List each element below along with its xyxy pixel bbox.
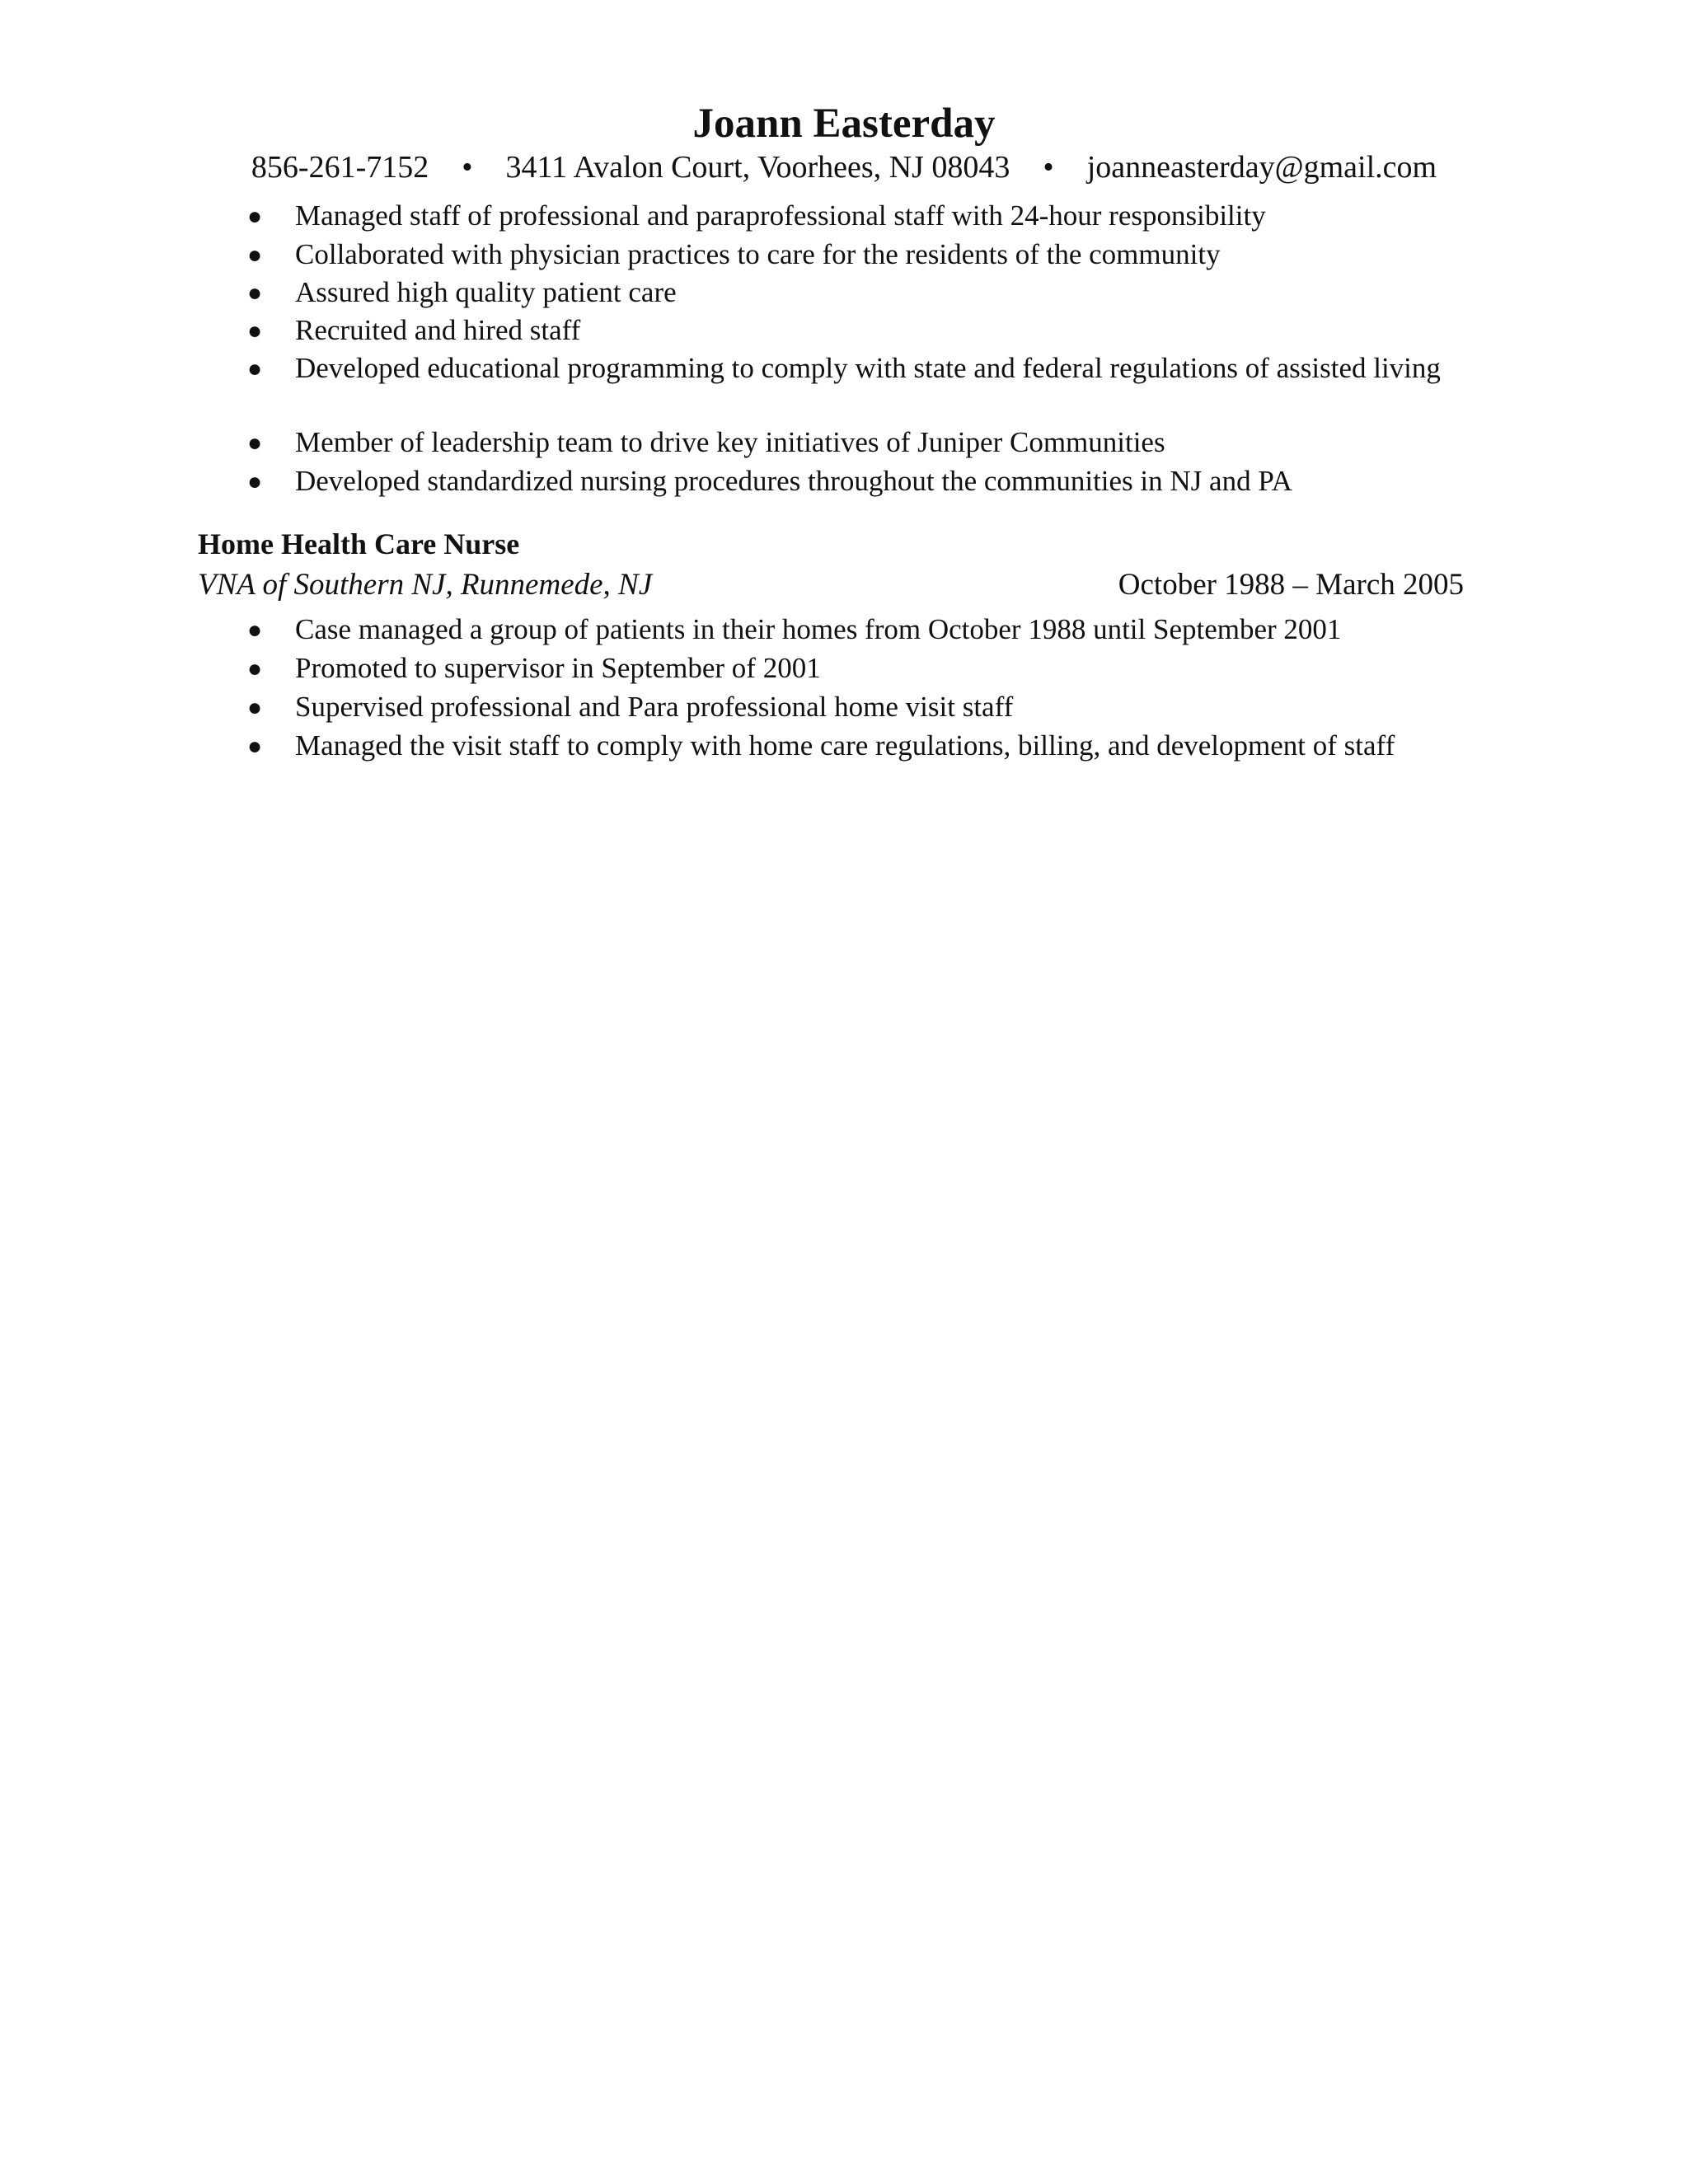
list-item-text: Recruited and hired staff bbox=[295, 314, 581, 346]
list-item-text: Developed educational programming to comply with state and federal regulations of assisted living bbox=[295, 352, 1441, 384]
employment-dates: October 1988 – March 2005 bbox=[1118, 568, 1464, 602]
bullet-icon: ● bbox=[247, 241, 263, 269]
contact-line bbox=[198, 145, 1490, 190]
contact-separator: • bbox=[1043, 150, 1054, 185]
list-item-text: Member of leadership team to drive key initiatives of Juniper Communities bbox=[295, 426, 1165, 458]
phone-number: 856-261-7152 bbox=[251, 150, 429, 185]
bullet-icon: ● bbox=[247, 468, 263, 495]
employer-location: VNA of Southern NJ, Runnemede, NJ bbox=[198, 568, 653, 602]
bullet-icon: ● bbox=[247, 616, 263, 644]
bullet-icon: ● bbox=[247, 317, 263, 344]
bullet-icon: ● bbox=[247, 655, 263, 682]
list-item-text: Collaborated with physician practices to care for the residents of the community bbox=[295, 238, 1221, 270]
contact-separator: • bbox=[462, 150, 473, 185]
bullet-icon: ● bbox=[247, 203, 263, 230]
list-item-text: Case managed a group of patients in their homes from October 1988 until September 2001 bbox=[295, 613, 1342, 645]
bullet-icon: ● bbox=[247, 429, 263, 457]
bullet-icon: ● bbox=[247, 733, 263, 760]
list-item-text: Supervised professional and Para professional home visit staff bbox=[295, 691, 1014, 723]
applicant-name: Joann Easterday bbox=[692, 101, 996, 147]
list-item-text: Assured high quality patient care bbox=[295, 276, 677, 308]
list-item-text: Promoted to supervisor in September of 2001 bbox=[295, 652, 821, 684]
job-title: Home Health Care Nurse bbox=[198, 527, 520, 560]
list-item-text: Developed standardized nursing procedures throughout the communities in NJ and PA bbox=[295, 465, 1292, 497]
bullet-icon: ● bbox=[247, 694, 263, 721]
bullet-icon: ● bbox=[247, 279, 263, 307]
street-address: 3411 Avalon Court, Voorhees, NJ 08043 bbox=[505, 150, 1010, 185]
bullet-icon: ● bbox=[247, 355, 263, 382]
list-item-text: Managed the visit staff to comply with home care regulations, billing, and development of staff bbox=[295, 729, 1395, 762]
email-address: joanneasterday@gmail.com bbox=[1086, 150, 1437, 185]
list-item-text: Managed staff of professional and paraprofessional staff with 24-hour responsibility bbox=[295, 199, 1266, 232]
